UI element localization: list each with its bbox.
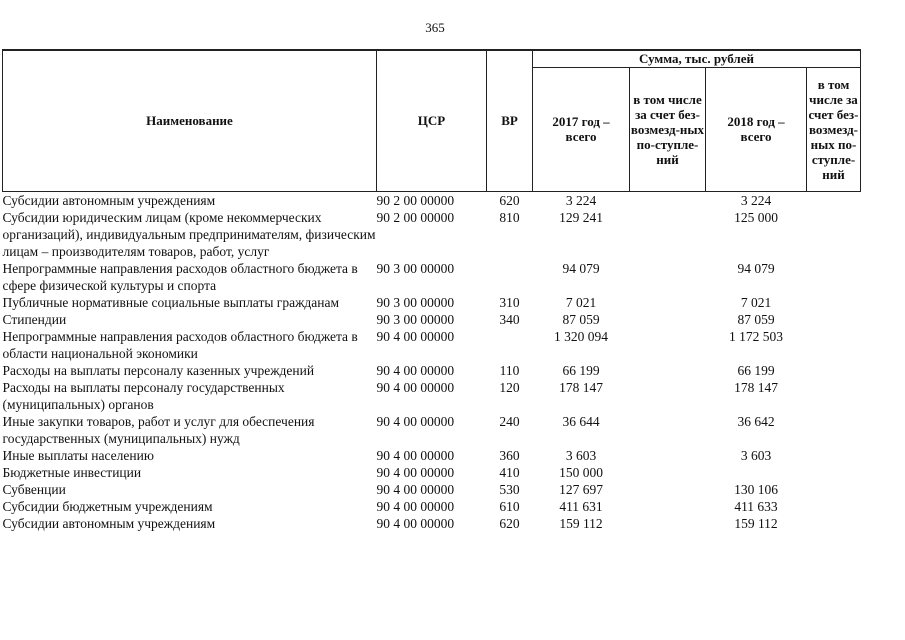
- row-2018-gratuitous: [807, 328, 861, 362]
- row-2017-gratuitous: [630, 498, 706, 515]
- row-2017-total: 178 147: [559, 379, 603, 395]
- row-name: Непрограммные направления расходов областного бюджета в области национальной экономики: [2, 328, 358, 361]
- header-2017-total: 2017 год – всего: [533, 67, 630, 191]
- row-csr: 90 4 00 00000: [376, 464, 455, 480]
- row-2018-total: 94 079: [737, 260, 775, 276]
- row-vr: 310: [499, 294, 520, 310]
- row-2017-total: 94 079: [562, 260, 600, 276]
- row-2018-total: 130 106: [734, 481, 778, 497]
- row-2017-total: 159 112: [559, 515, 603, 531]
- row-2018-total: 3 603: [740, 447, 772, 463]
- row-2018-gratuitous: [807, 260, 861, 294]
- row-2017-gratuitous: [630, 209, 706, 260]
- row-2018-gratuitous: [807, 447, 861, 464]
- header-name: Наименование: [3, 50, 377, 191]
- table-row: [3, 191, 861, 209]
- table-body: [3, 191, 861, 532]
- table-row: [3, 311, 861, 328]
- row-name: Субсидии юридическим лицам (кроме некоммерческих организаций), индивидуальным предпринимателям, физическим лицам – производителям товаров, работ, услуг: [2, 209, 376, 259]
- table-row: [3, 260, 861, 294]
- row-csr: 90 4 00 00000: [376, 498, 455, 514]
- table-row: [3, 328, 861, 362]
- row-vr: 110: [499, 362, 520, 378]
- row-vr: 340: [499, 311, 520, 327]
- row-vr: 410: [499, 464, 520, 480]
- row-2018-gratuitous: [807, 311, 861, 328]
- row-vr: 120: [499, 379, 520, 395]
- row-2017-total: 129 241: [559, 209, 603, 225]
- header-csr: ЦСР: [377, 50, 487, 191]
- row-name: Расходы на выплаты персоналу государственных (муниципальных) органов: [2, 379, 285, 412]
- row-csr: 90 4 00 00000: [376, 362, 455, 378]
- row-2017-gratuitous: [630, 294, 706, 311]
- table-row: [3, 362, 861, 379]
- row-2017-total: 150 000: [559, 464, 603, 480]
- row-csr: 90 4 00 00000: [376, 481, 455, 497]
- row-2017-total: 66 199: [562, 362, 600, 378]
- row-name: Субвенции: [2, 481, 66, 497]
- row-vr: 810: [499, 209, 520, 225]
- row-2017-total: 7 021: [565, 294, 597, 310]
- row-2017-gratuitous: [630, 260, 706, 294]
- row-name: Непрограммные направления расходов областного бюджета в сфере физической культуры и спорта: [2, 260, 358, 293]
- row-vr: 530: [499, 481, 520, 497]
- row-vr: 360: [499, 447, 520, 463]
- header-2017-gratuitous: в том числе за счет без-возмезд-ных по-ступле-ний: [630, 67, 706, 191]
- row-2017-total: 1 320 094: [554, 328, 608, 344]
- table-row: [3, 515, 861, 532]
- row-csr: 90 3 00 00000: [376, 260, 455, 276]
- row-2017-gratuitous: [630, 328, 706, 362]
- table-row: [3, 413, 861, 447]
- row-2018-total: 1 172 503: [729, 328, 783, 344]
- row-vr: 610: [499, 498, 520, 514]
- row-2017-total: 3 603: [565, 447, 597, 463]
- row-2017-gratuitous: [630, 362, 706, 379]
- row-vr: [487, 260, 533, 294]
- row-csr: 90 4 00 00000: [376, 328, 455, 344]
- row-csr: 90 2 00 00000: [376, 192, 455, 208]
- row-2018-total: [706, 464, 807, 481]
- row-2018-total: 7 021: [740, 294, 772, 310]
- row-2018-total: 3 224: [740, 192, 772, 208]
- row-2018-total: 178 147: [734, 379, 778, 395]
- table-row: [3, 294, 861, 311]
- header-2018-total: 2018 год – всего: [706, 67, 807, 191]
- table-row: [3, 379, 861, 413]
- header-vr: ВР: [487, 50, 533, 191]
- row-vr: [487, 328, 533, 362]
- row-2017-total: 36 644: [562, 413, 600, 429]
- row-2017-gratuitous: [630, 515, 706, 532]
- row-2018-total: 36 642: [737, 413, 775, 429]
- row-2018-gratuitous: [807, 464, 861, 481]
- row-name: Публичные нормативные социальные выплаты гражданам: [2, 294, 340, 310]
- row-name: Бюджетные инвестиции: [2, 464, 142, 480]
- header-2018-gratuitous: в том числе за счет без-возмезд-ных по-ступле-ний: [807, 67, 861, 191]
- row-2018-total: 66 199: [737, 362, 775, 378]
- row-csr: 90 4 00 00000: [376, 379, 455, 395]
- row-2017-gratuitous: [630, 413, 706, 447]
- row-name: Субсидии автономным учреждениям: [2, 515, 216, 531]
- row-2018-gratuitous: [807, 515, 861, 532]
- row-name: Иные закупки товаров, работ и услуг для обеспечения государственных (муниципальных) нужд: [2, 413, 315, 446]
- table-header: [3, 50, 861, 191]
- row-2018-total: 159 112: [734, 515, 778, 531]
- row-name: Стипендии: [2, 311, 67, 327]
- row-2017-gratuitous: [630, 464, 706, 481]
- table-row: [3, 464, 861, 481]
- row-name: Иные выплаты населению: [2, 447, 154, 463]
- row-2018-gratuitous: [807, 498, 861, 515]
- header-sum-group: Сумма, тыс. рублей: [533, 50, 861, 67]
- row-csr: 90 4 00 00000: [376, 447, 455, 463]
- row-2018-gratuitous: [807, 191, 861, 209]
- row-csr: 90 2 00 00000: [376, 209, 455, 225]
- row-2017-gratuitous: [630, 481, 706, 498]
- row-vr: 620: [499, 515, 520, 531]
- row-2017-total: 3 224: [565, 192, 597, 208]
- row-2017-gratuitous: [630, 447, 706, 464]
- table-row: [3, 481, 861, 498]
- row-csr: 90 4 00 00000: [376, 515, 455, 531]
- row-2018-gratuitous: [807, 209, 861, 260]
- row-csr: 90 3 00 00000: [376, 294, 455, 310]
- row-2017-total: 127 697: [559, 481, 603, 497]
- row-name: Расходы на выплаты персоналу казенных учреждений: [2, 362, 315, 378]
- row-2018-total: 87 059: [737, 311, 775, 327]
- row-vr: 620: [499, 192, 520, 208]
- row-2018-gratuitous: [807, 294, 861, 311]
- row-2017-gratuitous: [630, 191, 706, 209]
- row-2017-total: 87 059: [562, 311, 600, 327]
- table-row: [3, 498, 861, 515]
- row-csr: 90 3 00 00000: [376, 311, 455, 327]
- row-2017-gratuitous: [630, 311, 706, 328]
- row-name: Субсидии автономным учреждениям: [2, 192, 216, 208]
- row-2018-total: 411 633: [734, 498, 778, 514]
- row-name: Субсидии бюджетным учреждениям: [2, 498, 213, 514]
- row-2018-total: 125 000: [734, 209, 778, 225]
- row-2017-gratuitous: [630, 379, 706, 413]
- page-number: 365: [425, 20, 445, 35]
- table-row: [3, 447, 861, 464]
- row-2018-gratuitous: [807, 413, 861, 447]
- row-2018-gratuitous: [807, 481, 861, 498]
- row-vr: 240: [499, 413, 520, 429]
- table-row: [3, 209, 861, 260]
- row-csr: 90 4 00 00000: [376, 413, 455, 429]
- row-2017-total: 411 631: [559, 498, 603, 514]
- row-2018-gratuitous: [807, 379, 861, 413]
- budget-table: [2, 49, 861, 532]
- row-2018-gratuitous: [807, 362, 861, 379]
